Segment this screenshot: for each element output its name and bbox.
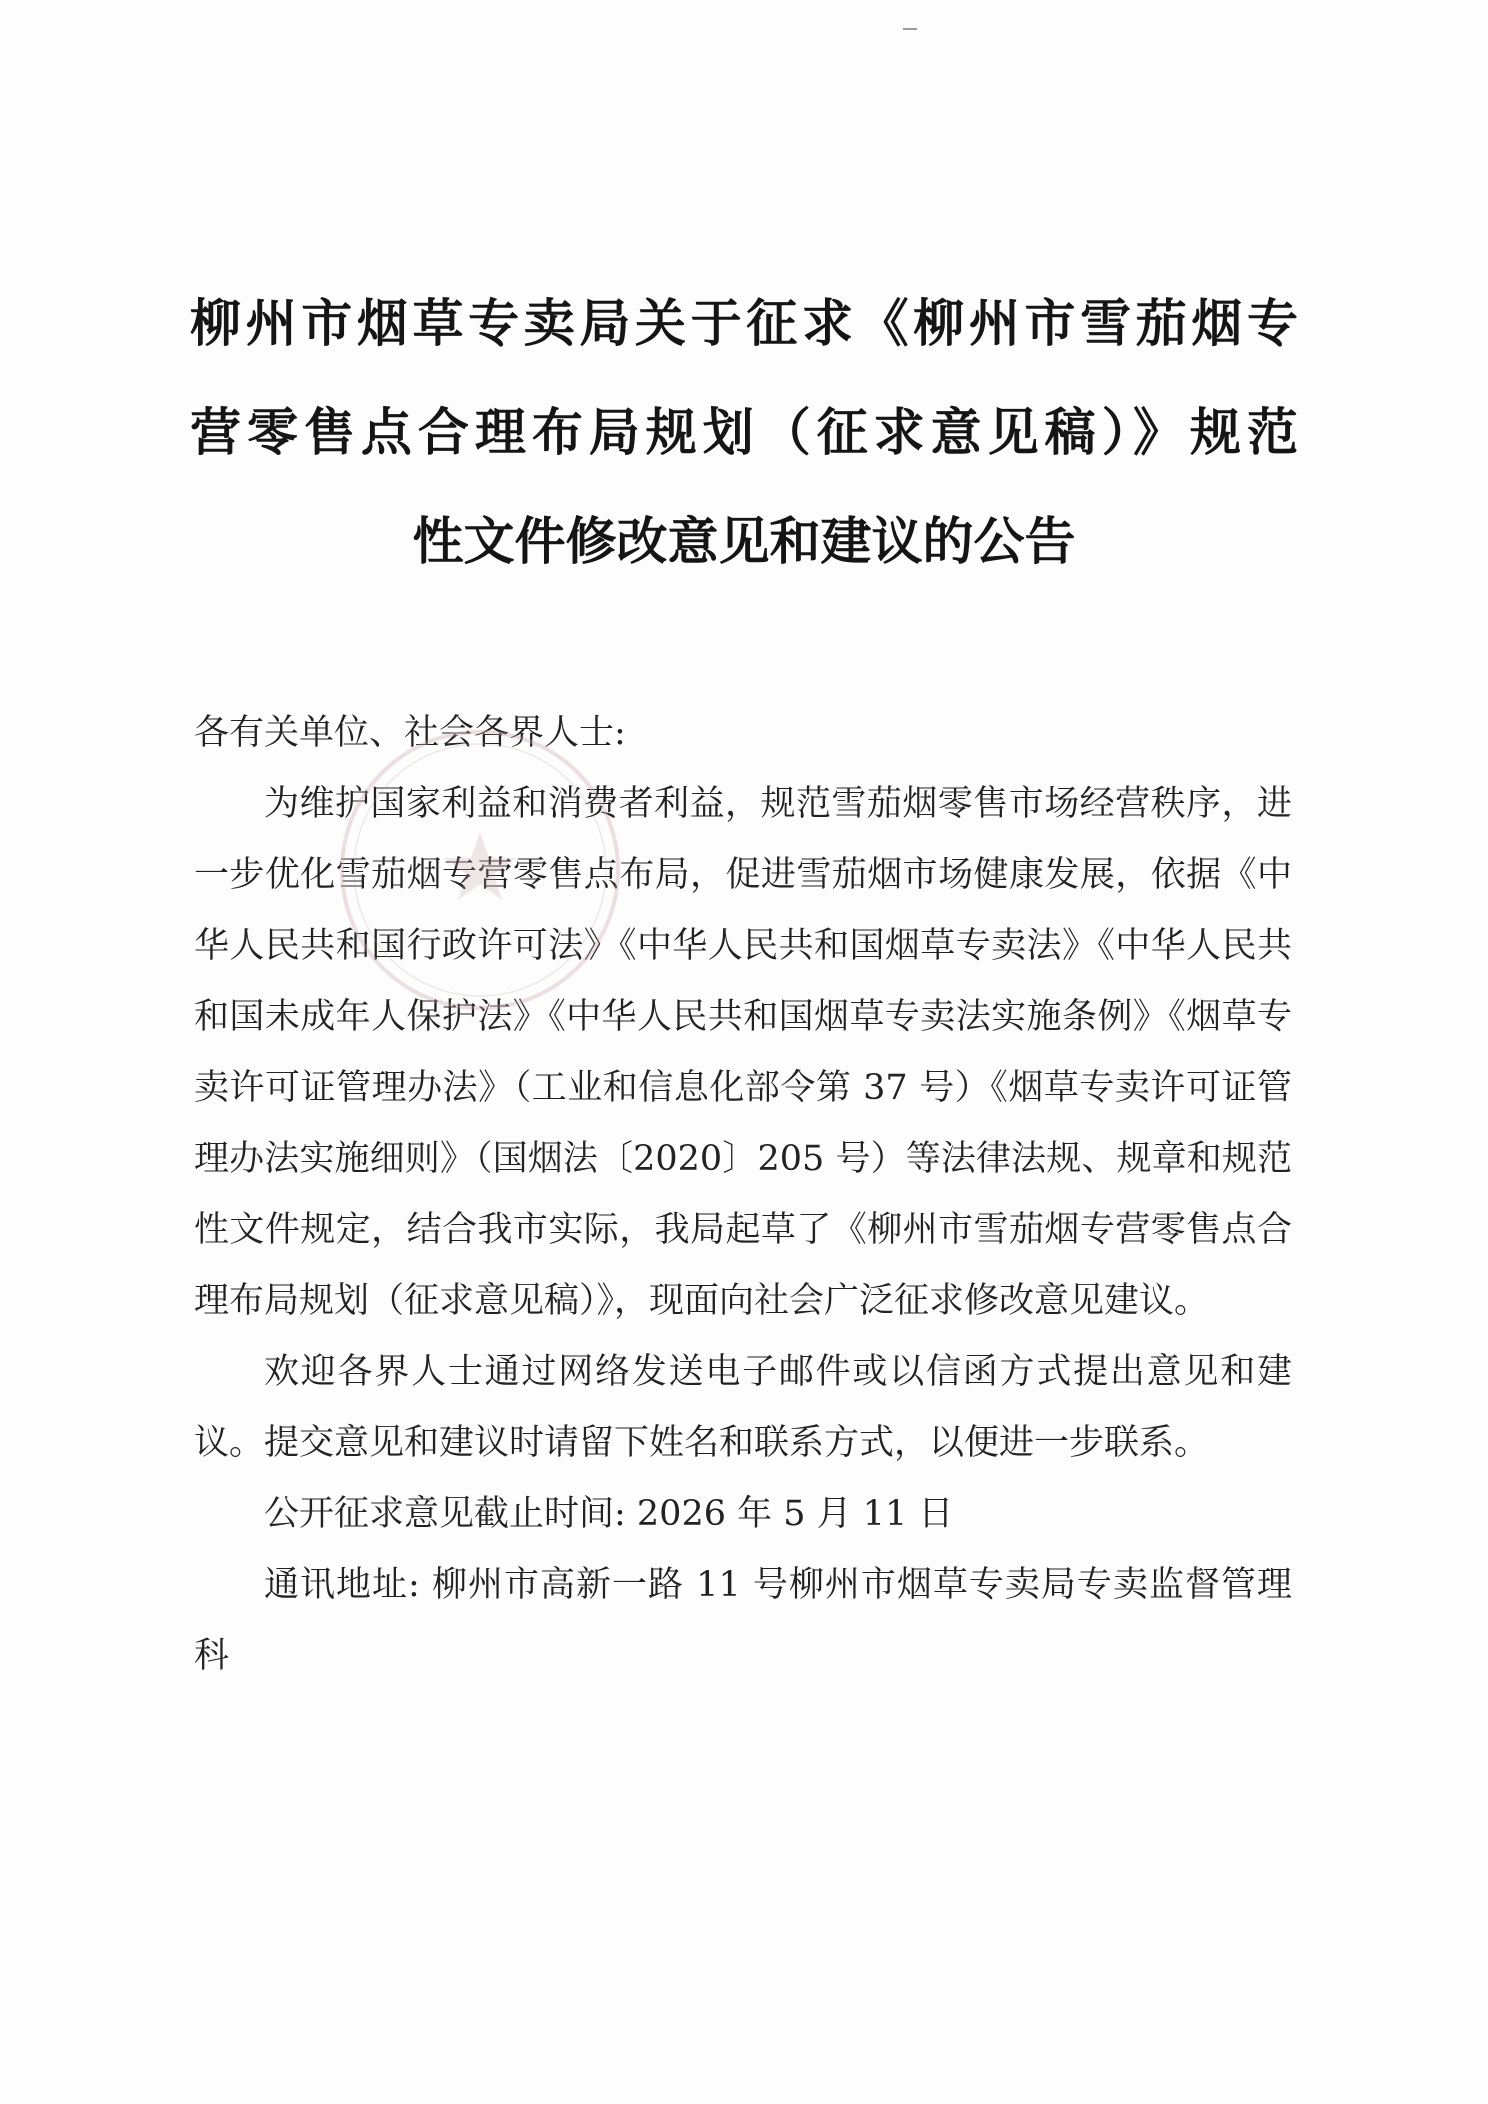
paragraph-invitation: 欢迎各界人士通过网络发送电子邮件或以信函方式提出意见和建议。提交意见和建议时请留下姓名和联系方式，以便进一步联系。 — [194, 1352, 1292, 1463]
paragraph-intro: 为维护国家利益和消费者利益，规范雪茄烟零售市场经营秩序，进一步优化雪茄烟专营零售点布局，促进雪茄烟市场健康发展，依据《中华人民共和国行政许可法》《中华人民共和国烟草专卖法》《中华人民共和国未成年人保护法》《中华人民共和国烟草专卖法实施条例》《烟草专卖许可证管理办法》（工业和信息化部令第 37 号）《烟草专卖许可证管理办法实施细则》（国烟法〔2020〕205 号）等法律法规、规章和规范性文件规定，结合我市实际，我局起草了《柳州市雪茄烟专营零售点合理布局规划（征求意见稿）》，现面向社会广泛征求修改意见建议。 — [194, 784, 1292, 1321]
address-line: 通讯地址: 柳州市高新一路 11 号柳州市烟草专卖局专卖监督管理科 — [194, 1565, 1292, 1676]
document-body — [194, 698, 1292, 1692]
document-title — [190, 270, 1298, 597]
title-line-2: 营零售点合理布局规划（征求意见稿）》规范 — [190, 404, 1298, 463]
salutation: 各有关单位、社会各界人士: — [194, 713, 626, 753]
deadline-line: 公开征求意见截止时间: 2026 年 5 月 11 日 — [264, 1494, 954, 1534]
title-line-1: 柳州市烟草专卖局关于征求《柳州市雪茄烟专 — [190, 295, 1298, 354]
scan-mark — [903, 28, 917, 30]
title-line-3: 性文件修改意见和建议的公告 — [412, 513, 1076, 572]
